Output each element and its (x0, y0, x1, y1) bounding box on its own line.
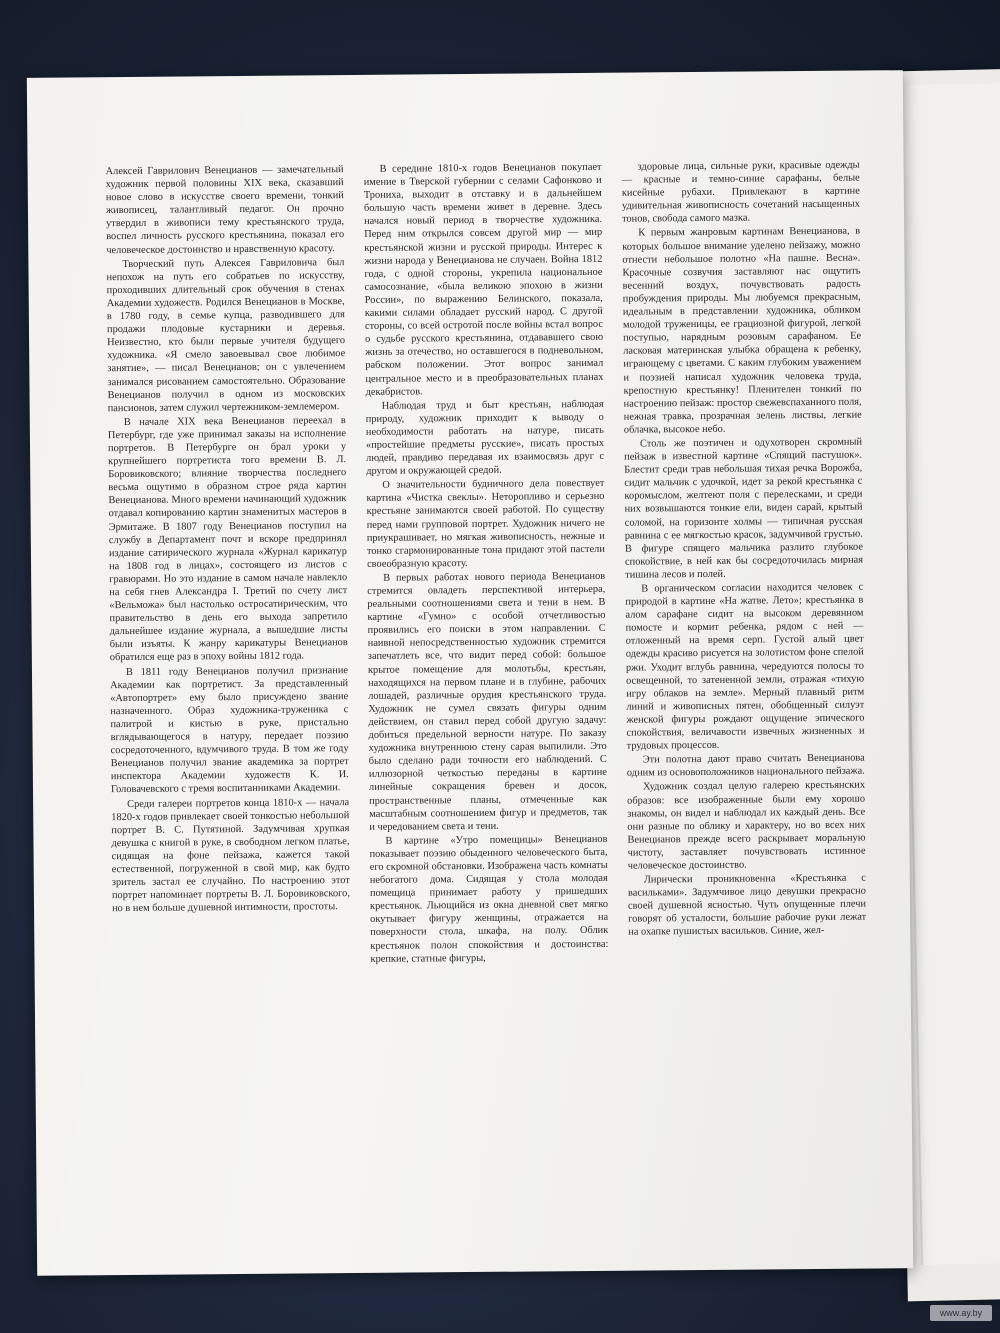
paragraph: В органическом согласии находится человек с природой в картине «На жатве. Лето»; крестьянка в алом сарафане сидит на высоком деревянном помосте и кормит ребенка, рядом с ней — отложенный на время серп. Густой алый цвет одежды красиво рисуется на золотистом фоне спелой ржи. Уходит вглубь равнина, чередуются полосы то освещенной, то затененной земли, отражая «тихую игру облаков на земле». Мерный плавный ритм линий и живописных пятен, обобщенный силуэт женской фигуры рождают ощущение эпического спокойствия, величавости извечных жизненных и трудовых процессов. (625, 581, 865, 752)
paragraph: В картине «Утро помещицы» Венецианов показывает поэзию обыденного человеческого быта, его скромной обстановки. Изображена часть комнаты небогатого дома. Сидящая у стола молодая помещица принимает работу у пришедших крестьянок. Льющийся из окна дневной свет мягко окутывает фигуру женщины, отражается на поверхности стола, шкафа, на полу. Облик крестьянок полон спокойствия и достоинства: крепкие, статные фигуры, (369, 833, 609, 965)
text-columns (106, 159, 870, 1176)
paragraph: Лирически проникновенна «Крестьянка с васильками». Задумчивое лицо девушки прекрасно своей душевной ясностью. Чуть опущенные плечи говорят об усталости, большие рабочие руки лежат на охапке пушистых васильков. Синие, жел- (627, 872, 867, 939)
text-column-1 (106, 163, 353, 1175)
text-column-3 (622, 159, 869, 1171)
paragraph: В середине 1810-х годов Венецианов покупает имение в Тверской губернии с селами Сафонково и Трониха, выходит в отставку и в дальнейшем большую часть времени живет в деревне. Здесь начался новый период в творчестве художника. Перед ним открылся совсем другой мир — мир крестьянской жизни и русской природы. Интерес к жизни народа у Венецианова не случаен. Война 1812 года, с одной стороны, укрепила национальное самосознание, «была великою эпохою в жизни России», по выражению Белинского, показала, какими силами обладает русский народ. С другой стороны, со всей остротой после войны встал вопрос о судьбе русского крестьянина, отдававшего свою жизнь за отечество, но оставшегося в подневольном, рабском положении. Этот вопрос занимал центральное место и в преобразовательных планах декабристов. (363, 161, 604, 398)
paragraph: Среди галереи портретов конца 1810-х — начала 1820-х годов привлекает своей тонкостью небольшой портрет В. С. Путятиной. Задумчивая хрупкая девушка с книгой в руке, в свободном легком платье, сидящая на фоне пейзажа, кажется такой естественной, погруженной в свой мир, как будто зритель застал ее случайно. По настроению этот портрет напоминает портреты В. Л. Боровиковского, но в нем больше душевной интимности, простоты. (111, 796, 350, 915)
paragraph: Эти полотна дают право считать Венецианова одним из основоположников национального пейзажа. (626, 752, 865, 779)
paragraph: В первых работах нового периода Венецианов стремится овладеть перспективой интерьера, реальными соотношениями света и тени в нем. В картине «Гумно» с особой отчетливостью проявились его поиски в этом направлении. С наивной непосредственностью художник стремится запечатлеть все, что видит перед собой: большое крытое помещение для молотьбы, крестьян, находящихся на первом плане и в глубине, рабочих лошадей, различные орудия крестьянского труда. Художник не сумел связать фигуры одним действием, он ставил перед собой другую задачу: добиться предельной верности натуре. По заказу художника внутреннюю стену сарая выпилили. Это было сделано ради точности его наблюдений. С иллюзорной четкостью переданы в картине линейные сокращения бревен и досок, пространственные планы, отмеченные как масштабным соотношением фигур и предметов, так и чередованием света и тени. (367, 570, 608, 833)
paragraph: К первым жанровым картинам Венецианова, в которых большое внимание уделено пейзажу, можно отнести небольшое полотно «На пашне. Весна». Красочные созвучия заставляют нас ощутить весенний воздух, почувствовать радость пробуждения природы. Мы любуемся прекрасным, идеальным в представлении художника, обликом молодой труженицы, ее грациозной фигурой, легкой поступью, нарядным розовым сарафаном. Ее ласковая материнская улыбка обращена к ребенку, играющему с цветами. С каким глубоким уважением и поэзией написал художник человека труда, крепостную крестьянку! Пленителен тонкий по настроению пейзаж: простор свежевспаханного поля, нежная травка, прозрачная зелень листвы, легкие облачка, высокое небо. (622, 226, 862, 436)
paragraph: В начале XIX века Венецианов переехал в Петербург, где уже принимал заказы на исполнение портретов. В Петербурге он брал уроки у крупнейшего портретиста того времени В. Л. Боровиковского; влияние творчества последнего весьма ощутимо в образном строе ряда картин Венецианова. Много времени начинающий художник отдавал копированию картин знаменитых мастеров в Эрмитаже. В 1807 году Венецианов поступил на службу в Департамент почт и вскоре предпринял издание сатирического журнала «Журнал карикатур на 1808 год в лицах», состоящего из листов с гравюрами. Но это издание в самом начале навлекло на себя гнев Александра I. Третий по счету лист «Вельможа» был настолько остросатирическим, что правительство в день его выхода запретило дальнейшее издание журнала, а вышедшие листы были изъяты. К жанру карикатуры Венецианов обратился еще раз в эпоху войны 1812 года. (107, 414, 348, 664)
paragraph: Алексей Гаврилович Венецианов — замечательный художник первой половины XIX века, сказавший новое слово в искусстве своего времени, тонкий живописец, талантливый педагог. Он прочно утвердил в живописи тему крестьянского труда, воспел личность русского крестьянина, показал его человеческое достоинство и нравственную красоту. (105, 164, 345, 256)
paragraph: Художник создал целую галерею крестьянских образов: все изображенные были ему хорошо знакомы, он видел и наблюдал их каждый день. Все они разные по облику и характеру, но во всех них Венецианов прежде всего раскрывает моральную чистоту, заставляет почувствовать истинное человеческое достоинство. (627, 779, 866, 872)
back-sheet-insert (896, 83, 1000, 1265)
paragraph: В 1811 году Венецианов получил признание Академии как портретист. За представленный «Автопортрет» ему было присуждено звание назначенного. Образ художника-труженика с палитрой и кистью в руке, пристально вглядывающегося в натуру, передает поэзию сосредоточенного, вдумчивого труда. В том же году Венецианов получил звание академика за портрет инспектора Академии художеств К. И. Головачевского с тремя воспитанниками Академии. (110, 664, 349, 796)
document-page (27, 70, 913, 1276)
text-column-2 (364, 161, 611, 1173)
paragraph: Наблюдая труд и быт крестьян, наблюдая природу, художник приходит к выводу о необходимости работать на натуре, писать «простейшие предметы русские», писать простых людей, правдиво передавая их взаимосвязь друг с другом и окружающей средой. (365, 398, 605, 478)
paragraph: Творческий путь Алексея Гавриловича был непохож на путь его собратьев по искусству, проходивших длительный срок обучения в стенах Академии художеств. Родился Венецианов в Москве, в 1780 году, в семье купца, разводившего для продажи плодовые кустарники и деревья. Неизвестно, кто были первые учителя будущего художника. «Я смело завоевывал свое любимое занятие», — писал Венецианов; он с увлечением занимался рисованием самостоятельно. Образование Венецианов получил в одном из московских пансионов, затем служил чертежником-землемером. (106, 256, 346, 414)
paragraph: здоровые лица, сильные руки, красивые одежды — красные и темно-синие сарафаны, белые кисейные рубахи. Привлекают в картине удивительная живописность сочетаний насыщенных тонов, свобода самого мазка. (621, 159, 860, 226)
watermark-sticker: www.ay.by (930, 1305, 992, 1321)
paragraph: О значительности будничного дела повествует картина «Чистка свеклы». Неторопливо и серьезно крестьяне занимаются своей работой. По существу перед нами групповой портрет. Художник ничего не приукрашивает, но мягкая живописность, нежные и тонко сгармонированные тона придают этой пастели своеобразную красоту. (366, 478, 605, 570)
paragraph: Столь же поэтичен и одухотворен скромный пейзаж в известной картине «Спящий пастушок». Блестит среди трав небольшая тихая речка Ворожба, сидит мальчик с удочкой, идет за рекой крестьянка с коромыслом, желтеют поля с перелесками, и среди них возвышаются тонкие ели, виден сарай, крытый соломой, на горизонте холмы — типичная русская равнина с ее мягкостью красок, задумчивой грустью. В фигуре спящего мальчика разлито глубокое спокойствие, в ней как бы сосредоточилась мирная тишина лесов и полей. (624, 436, 864, 581)
